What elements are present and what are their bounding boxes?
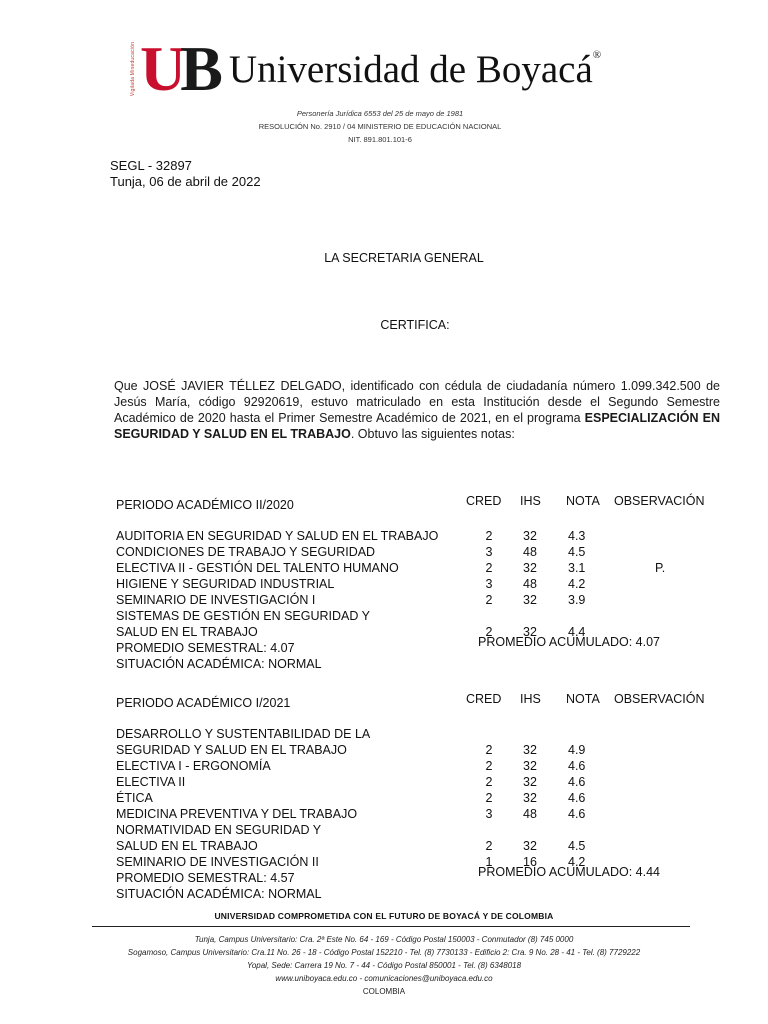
course-ihs: 32	[523, 529, 537, 543]
promedio-semestral: PROMEDIO SEMESTRAL: 4.07	[116, 641, 295, 655]
course-credits: 2	[485, 791, 493, 805]
promedio-acumulado: PROMEDIO ACUMULADO: 4.07	[478, 635, 660, 649]
course-name: SALUD EN EL TRABAJO	[116, 839, 258, 853]
logo-ub-monogram	[140, 33, 217, 104]
course-name: HIGIENE Y SEGURIDAD INDUSTRIAL	[116, 577, 335, 591]
course-ihs: 32	[523, 759, 537, 773]
secretaria-heading: LA SECRETARIA GENERAL	[324, 251, 484, 265]
col-header-cred: CRED	[466, 494, 502, 508]
situacion-academica: SITUACIÓN ACADÉMICA: NORMAL	[116, 657, 322, 671]
course-name: SISTEMAS DE GESTIÓN EN SEGURIDAD Y	[116, 609, 370, 623]
col-header-nota: NOTA	[566, 692, 600, 706]
course-name: MEDICINA PREVENTIVA Y DEL TRABAJO	[116, 807, 358, 821]
course-credits: 3	[485, 807, 493, 821]
course-name: SEMINARIO DE INVESTIGACIÓN II	[116, 855, 319, 869]
legal-resolucion: RESOLUCIÓN No. 2910 / 04 MINISTERIO DE EDUCACIÓN NACIONAL	[258, 122, 502, 131]
program-name: ESPECIALIZACIÓN EN SEGURIDAD Y SALUD EN EL TRABAJO	[114, 411, 720, 441]
period-title: PERIODO ACADÉMICO II/2020	[116, 498, 294, 512]
course-ihs: 32	[523, 839, 537, 853]
course-name: DESARROLLO Y SUSTENTABILIDAD DE LA	[116, 727, 371, 741]
course-grade: 4.6	[568, 775, 586, 789]
footer-address-tunja: Tunja, Campus Universitario: Cra. 2ª Este No. 64 - 169 - Código Postal 150003 - Conmutador (8) 745 0000	[194, 935, 574, 944]
course-name: ELECTIVA II - GESTIÓN DEL TALENTO HUMANO	[116, 561, 399, 575]
course-credits: 2	[485, 561, 493, 575]
university-name	[228, 47, 602, 91]
logo-vertical-strip	[128, 40, 138, 98]
course-credits: 3	[485, 545, 493, 559]
period-title: PERIODO ACADÉMICO I/2021	[116, 696, 291, 710]
legal-personeria: Personería Jurídica 6553 del 25 de mayo de 1981	[296, 109, 464, 118]
course-credits: 3	[485, 577, 493, 591]
university-logo	[128, 33, 602, 104]
situacion-academica: SITUACIÓN ACADÉMICA: NORMAL	[116, 887, 322, 901]
course-grade: 4.5	[568, 839, 586, 853]
course-grade: 4.2	[568, 577, 586, 591]
course-name: AUDITORIA EN SEGURIDAD Y SALUD EN EL TRABAJO	[116, 529, 439, 543]
course-ihs: 32	[523, 625, 537, 639]
logo-u: U	[140, 33, 181, 104]
course-ihs: 48	[523, 577, 537, 591]
col-header-cred: CRED	[466, 692, 502, 706]
course-credits: 2	[485, 743, 493, 757]
course-credits: 2	[485, 759, 493, 773]
intro-text-2: . Obtuvo las siguientes notas:	[350, 427, 515, 441]
course-grade: 4.6	[568, 759, 586, 773]
footer-web-email: www.uniboyaca.edu.co - comunicaciones@uniboyaca.edu.co	[275, 974, 493, 983]
registered-mark: ®	[592, 48, 602, 61]
promedio-acumulado: PROMEDIO ACUMULADO: 4.44	[478, 865, 660, 879]
course-credits: 2	[485, 593, 493, 607]
promedio-semestral: PROMEDIO SEMESTRAL: 4.57	[116, 871, 295, 885]
course-credits: 2	[485, 775, 493, 789]
intro-text-1: Que JOSÉ JAVIER TÉLLEZ DELGADO, identificado con cédula de ciudadanía número 1.099.342.500 de Jesús María, código 92920619, estuvo matriculado en esta Institución desde el Segundo Semestre Académico de 2020 hasta el Primer Semestre Académico de 2021, en el programa	[114, 379, 720, 425]
course-grade: 3.9	[568, 593, 586, 607]
footer-country: COLOMBIA	[362, 987, 406, 996]
university-name-text: Universidad de Boyacá	[228, 47, 593, 91]
course-observation: P.	[655, 561, 666, 575]
course-name: SEMINARIO DE INVESTIGACIÓN I	[116, 593, 316, 607]
col-header-observacion: OBSERVACIÓN	[614, 494, 705, 508]
course-grade: 4.6	[568, 807, 586, 821]
course-grade: 4.5	[568, 545, 586, 559]
course-name: CONDICIONES DE TRABAJO Y SEGURIDAD	[116, 545, 376, 559]
logo-strip-text: Vigilada Mineducación	[130, 41, 136, 97]
course-name: ÉTICA	[116, 791, 153, 805]
certifica-heading: CERTIFICA:	[380, 318, 450, 332]
footer-address-yopal: Yopal, Sede: Carrera 19 No. 7 - 44 - Código Postal 850001 - Tel. (8) 6348018	[246, 961, 522, 970]
course-name: ELECTIVA II	[116, 775, 186, 789]
footer-divider	[92, 926, 690, 927]
course-grade: 4.9	[568, 743, 586, 757]
course-name: NORMATIVIDAD EN SEGURIDAD Y	[116, 823, 322, 837]
certificate-intro	[114, 378, 720, 442]
course-ihs: 48	[523, 545, 537, 559]
course-grade: 4.2	[568, 855, 586, 869]
course-name: ELECTIVA I - ERGONOMÍA	[116, 759, 271, 773]
course-grade: 4.6	[568, 791, 586, 805]
course-ihs: 32	[523, 775, 537, 789]
course-ihs: 32	[523, 561, 537, 575]
legal-nit: NIT. 891.801.101-6	[348, 135, 412, 144]
course-ihs: 48	[523, 807, 537, 821]
logo-b: B	[180, 33, 217, 104]
course-credits: 2	[485, 625, 493, 639]
col-header-observacion: OBSERVACIÓN	[614, 692, 705, 706]
course-name: SEGURIDAD Y SALUD EN EL TRABAJO	[116, 743, 347, 757]
footer-motto: UNIVERSIDAD COMPROMETIDA CON EL FUTURO DE BOYACÁ Y DE COLOMBIA	[214, 911, 554, 921]
course-grade: 4.3	[568, 529, 586, 543]
course-ihs: 32	[523, 743, 537, 757]
course-grade: 4.4	[568, 625, 586, 639]
course-credits: 1	[485, 855, 493, 869]
course-ihs: 32	[523, 593, 537, 607]
col-header-nota: NOTA	[566, 494, 600, 508]
col-header-ihs: IHS	[520, 494, 541, 508]
document-date: Tunja, 06 de abril de 2022	[110, 174, 261, 189]
reference-number: SEGL - 32897	[110, 158, 192, 173]
course-credits: 2	[485, 839, 493, 853]
course-name: SALUD EN EL TRABAJO	[116, 625, 258, 639]
col-header-ihs: IHS	[520, 692, 541, 706]
course-ihs: 32	[523, 791, 537, 805]
footer-address-sogamoso: Sogamoso, Campus Universitario: Cra.11 No. 26 - 18 - Código Postal 152210 - Tel. (8) 7730133 - Edificio 2: Cra. 9 No. 28 - 41 - Tel. (8) 7729222	[127, 948, 641, 957]
course-grade: 3.1	[568, 561, 586, 575]
course-credits: 2	[485, 529, 493, 543]
course-ihs: 16	[523, 855, 537, 869]
